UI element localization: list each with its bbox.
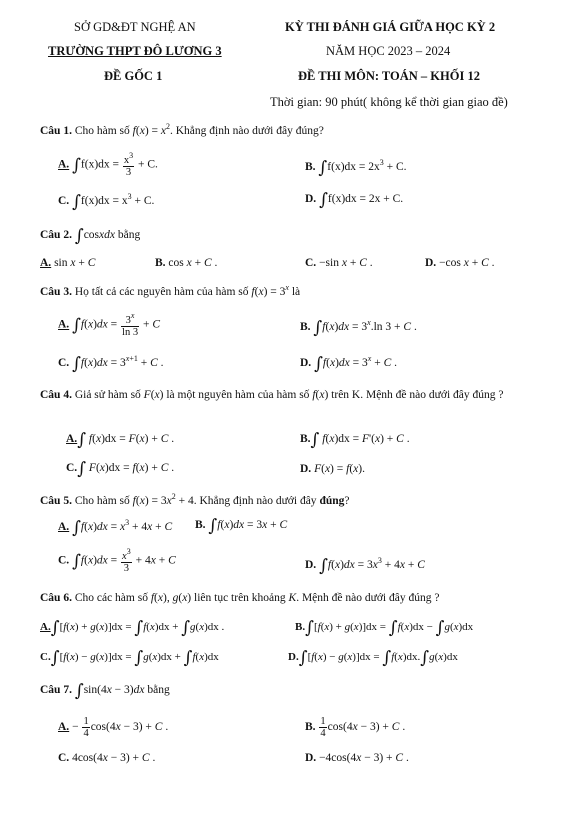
question-label: Câu 2. <box>40 229 72 241</box>
question-7-option-a[interactable]: A. − $\frac{1}{4}$ cos(4x − 3) + C . <box>58 716 169 740</box>
question-2-option-b[interactable]: B. cos x + C . <box>155 257 218 269</box>
question-2-option-c[interactable]: C. −sin x + C . <box>305 257 373 269</box>
question-3-option-c[interactable]: C. $\int f(x)dx = 3^{x+1} + C$ . <box>58 354 164 374</box>
department-name: SỞ GD&ĐT NGHỆ AN <box>74 20 196 34</box>
question-1-option-b[interactable]: B. $\int f(x)dx = 2x^3 + C$. <box>305 158 407 178</box>
question-7: Câu 7. ∫sin(4x − 3)dx bằng <box>40 681 170 701</box>
question-6-option-a[interactable]: A.∫[f(x) + g(x)]dx = ∫f(x)dx + ∫g(x)dx . <box>40 618 225 638</box>
question-4-option-a[interactable]: A.∫ f(x)dx = F(x) + C . <box>66 430 175 450</box>
question-7-option-b[interactable]: B. $\frac{1}{4}$ cos(4x − 3) + C . <box>305 716 406 740</box>
question-3: Câu 3. Họ tất cả các nguyên hàm của hàm số $f(x) = 3^x$ là <box>40 283 301 298</box>
question-6-option-b[interactable]: B.∫[f(x) + g(x)]dx = ∫f(x)dx − ∫g(x)dx <box>295 618 474 638</box>
exam-time: Thời gian: 90 phút( không kể thời gian giao đề) <box>270 95 508 109</box>
question-6-option-d[interactable]: D.∫[f(x) − g(x)]dx = ∫f(x)dx.∫g(x)dx <box>288 648 458 668</box>
question-3-option-d[interactable]: D. $\int f(x)dx = 3^x + C$ . <box>300 354 398 374</box>
question-label: Câu 1. <box>40 125 72 137</box>
question-2: Câu 2. ∫cosxdx bằng <box>40 226 141 246</box>
question-6-option-c[interactable]: C.∫[f(x) − g(x)]dx = ∫g(x)dx + ∫f(x)dx <box>40 648 219 668</box>
question-4-option-b[interactable]: B.∫ f(x)dx = F'(x) + C . <box>300 430 410 450</box>
question-5-option-b[interactable]: B. ∫f(x)dx = 3x + C <box>195 516 288 536</box>
question-3-option-a[interactable]: A. ∫f(x)dx = $\frac{3^x}{\ln 3}$ + C <box>58 311 160 339</box>
question-1-option-a[interactable]: A. ∫f(x)dx = $\frac{x^3}{3}$ + C. <box>58 151 158 179</box>
question-5: Câu 5. Cho hàm số $f(x) = 3x^2 + 4$. Khẳng định nào dưới đây đúng? <box>40 492 350 507</box>
question-2-option-a[interactable]: A. sin x + C <box>40 257 96 269</box>
exam-subject: ĐỀ THI MÔN: TOÁN – KHỐI 12 <box>298 69 480 83</box>
question-6: Câu 6. Cho các hàm số f(x), g(x) liên tục trên khoảng K. Mệnh đề nào dưới đây đúng ? <box>40 592 440 604</box>
question-1: Câu 1. Cho hàm số $f(x) = x^2$. Khẳng định nào dưới đây đúng? <box>40 122 324 137</box>
question-label: Câu 3. <box>40 286 72 298</box>
question-3-option-b[interactable]: B. $\int f(x)dx = 3^x.\ln$ 3 + C . <box>300 318 417 338</box>
school-name: TRƯỜNG THPT ĐÔ LƯƠNG 3 <box>48 44 222 58</box>
exam-title: KỲ THI ĐÁNH GIÁ GIỮA HỌC KỲ 2 <box>285 20 496 34</box>
question-1-option-d[interactable]: D. ∫f(x)dx = 2x + C. <box>305 190 404 210</box>
question-7-option-d[interactable]: D. −4cos(4x − 3) + C . <box>305 752 409 764</box>
question-5-option-a[interactable]: A. $\int f(x)dx = x^3 + 4x + C$ <box>58 518 173 538</box>
school-year: NĂM HỌC 2023 – 2024 <box>326 44 451 58</box>
question-5-option-d[interactable]: D. $\int f(x)dx = 3x^3 + 4x + C$ <box>305 556 425 576</box>
question-label: Câu 7. <box>40 684 72 696</box>
question-4-option-d[interactable]: D. F(x) = f(x). <box>300 463 365 475</box>
question-label: Câu 4. <box>40 389 72 401</box>
question-7-option-c[interactable]: C. 4cos(4x − 3) + C . <box>58 752 156 764</box>
question-4: Câu 4. Giả sử hàm số F(x) là một nguyên hàm của hàm số f(x) trên K. Mệnh đề nào dưới đây đúng ? <box>40 389 504 401</box>
question-label: Câu 5. <box>40 495 72 507</box>
exam-code: ĐỀ GỐC 1 <box>104 69 163 83</box>
question-label: Câu 6. <box>40 592 72 604</box>
question-1-option-c[interactable]: C. $\int f(x)dx = x^3 + C$. <box>58 192 155 212</box>
question-4-option-c[interactable]: C.∫ F(x)dx = f(x) + C . <box>66 459 175 479</box>
question-2-option-d[interactable]: D. −cos x + C . <box>425 257 495 269</box>
question-5-option-c[interactable]: C. ∫f(x)dx = $\frac{x^3}{3}$ + 4x + C <box>58 547 176 575</box>
